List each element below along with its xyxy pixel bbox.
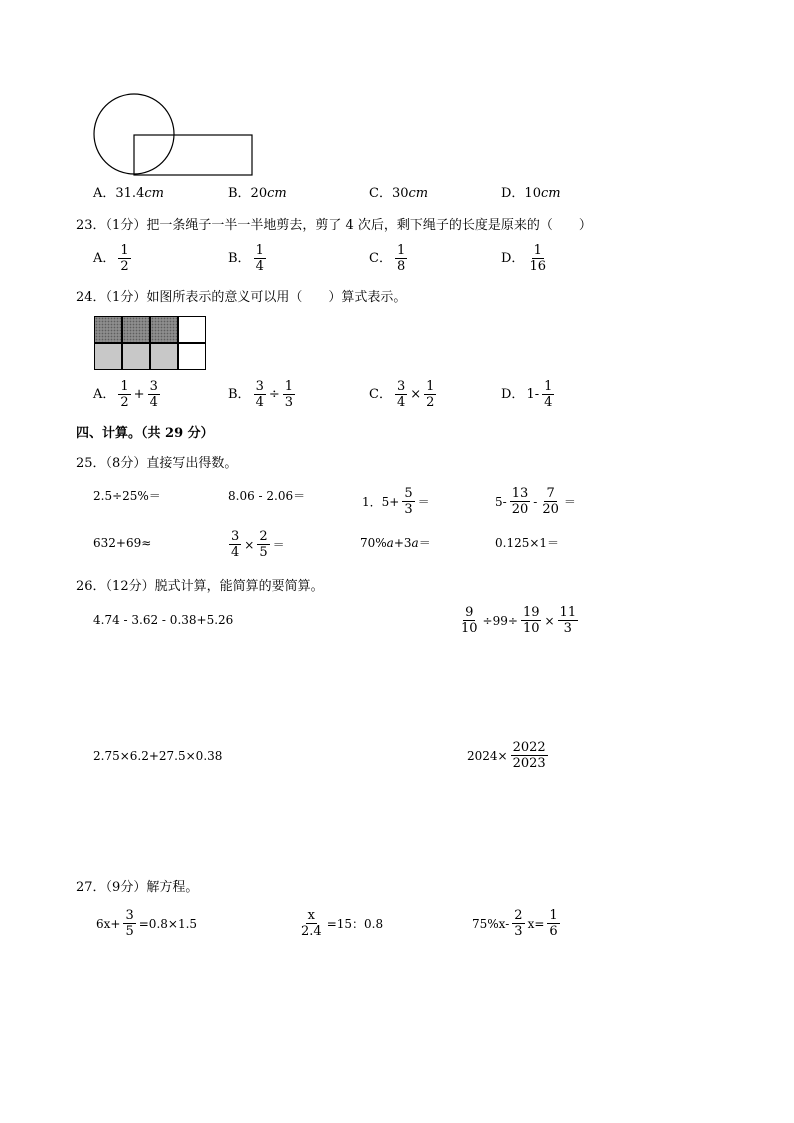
numerator: 3 [231, 529, 240, 544]
q22-option-c[interactable] [369, 187, 428, 200]
suffix: =15：0.8 [326, 916, 384, 931]
circle-rectangle-figure [90, 92, 260, 178]
prefix: 5- [495, 494, 507, 509]
q23-option-d[interactable] [501, 244, 549, 273]
operator: ÷ [268, 387, 280, 402]
denominator: 20 [542, 502, 559, 517]
fraction [257, 530, 269, 559]
denominator: 2 [120, 395, 129, 410]
prefix: 75%x- [472, 916, 510, 931]
numerator: 11 [559, 605, 577, 620]
operator: ÷99÷ [482, 613, 518, 628]
q25-item-8: 0.125×1＝ [495, 536, 560, 550]
q24-option-d[interactable] [501, 380, 555, 409]
q22-option-c-text: C．30 [369, 186, 409, 201]
q22-option-d[interactable] [501, 187, 561, 200]
denominator: 3 [563, 621, 572, 636]
fraction [254, 244, 266, 273]
denominator: 3 [514, 924, 523, 939]
denominator: 2023 [512, 756, 546, 771]
fraction [254, 380, 266, 409]
q26-expr-1: 4.74 - 3.62 - 0.38+5.26 [93, 613, 234, 627]
operator: x= [527, 916, 545, 931]
q27-equation-3 [472, 909, 561, 938]
denominator: 4 [255, 395, 264, 410]
numerator: 1 [255, 243, 264, 258]
q22-option-a-text: A．31.4 [93, 186, 145, 201]
fraction [402, 487, 414, 516]
operator: × [244, 537, 255, 552]
equals: ＝ [563, 494, 576, 509]
q25-item-7 [360, 537, 431, 549]
fraction [395, 380, 407, 409]
q24-stem: 24．（1分）如图所表示的意义可以用（ ）算式表示。 [76, 290, 407, 305]
fraction [558, 606, 579, 635]
q23-option-b[interactable] [228, 244, 267, 273]
prefix: 6x+ [96, 916, 121, 931]
numerator: 3 [149, 379, 158, 394]
fraction [229, 530, 241, 559]
denominator: 5 [259, 545, 268, 560]
denominator: 4 [396, 395, 406, 410]
fraction [123, 909, 135, 938]
grid-cell-shaded-dark [150, 316, 178, 343]
denominator: 2 [120, 259, 129, 274]
equals: ＝ [417, 494, 430, 509]
grid-cell-shaded-light [150, 343, 178, 370]
q24-option-c[interactable] [369, 380, 437, 409]
q25-item-4 [495, 487, 576, 516]
grid-cell-shaded-light [94, 343, 122, 370]
denominator: 10 [461, 621, 478, 636]
grid-cell-empty [178, 316, 206, 343]
fraction [510, 487, 531, 516]
q27-stem: 27．（9分）解方程。 [76, 880, 199, 895]
denominator: 8 [396, 259, 406, 274]
numerator: 1 [120, 379, 129, 394]
option-letter: B． [228, 387, 251, 402]
variable: a [411, 536, 419, 550]
q22-option-d-text: D．10 [501, 186, 541, 201]
q26-expr-3: 2.75×6.2+27.5×0.38 [93, 749, 223, 763]
unit: cm [267, 186, 287, 201]
option-letter: A． [93, 387, 116, 402]
numerator: 9 [465, 605, 474, 620]
q25-item-1: 2.5÷25%＝ [93, 489, 161, 503]
denominator: 3 [284, 395, 294, 410]
grid-cell-shaded-dark [122, 316, 150, 343]
grid-cell-empty [178, 343, 206, 370]
operator: +3 [393, 536, 412, 550]
numerator: 3 [396, 379, 406, 394]
numerator: 2 [259, 529, 268, 544]
numerator: 2 [514, 908, 523, 923]
prefix: 1- [526, 387, 540, 402]
denominator: 5 [125, 924, 134, 939]
fraction [521, 606, 542, 635]
q24-grid-figure [94, 316, 208, 372]
q22-option-b[interactable] [228, 187, 287, 200]
numerator: 1 [426, 379, 435, 394]
fraction [527, 244, 548, 273]
q25-item-6 [228, 530, 285, 559]
option-letter: D． [501, 251, 525, 266]
fraction [283, 380, 295, 409]
unit: cm [408, 186, 429, 201]
q22-option-b-text: B．20 [228, 186, 268, 201]
denominator: 4 [544, 395, 553, 410]
fraction [459, 606, 480, 635]
denominator: 6 [549, 924, 558, 939]
fraction [540, 487, 561, 516]
denominator: 4 [149, 395, 158, 410]
q22-option-a[interactable] [93, 187, 164, 200]
suffix: =0.8×1.5 [138, 916, 198, 931]
fraction [118, 244, 130, 273]
option-letter: C． [369, 251, 392, 266]
section-heading: 四、计算。（共 29 分） [76, 426, 214, 441]
fraction [148, 380, 160, 409]
fraction [511, 741, 548, 770]
denominator: 3 [404, 502, 413, 517]
q25-item-3 [362, 487, 430, 516]
option-letter: C． [369, 387, 392, 402]
q24-option-a[interactable] [93, 380, 161, 409]
denominator: 10 [522, 621, 540, 636]
denominator: 2.4 [301, 924, 322, 939]
figure-rectangle [134, 135, 252, 175]
fraction [547, 909, 559, 938]
denominator: 2 [426, 395, 435, 410]
prefix: 1．5+ [362, 494, 400, 509]
numerator: x [307, 908, 316, 923]
fraction [395, 244, 407, 273]
grid-cell-shaded-dark [94, 316, 122, 343]
q26-expr-4 [467, 741, 549, 770]
option-letter: A． [93, 251, 116, 266]
q26-stem: 26．（12分）脱式计算，能简算的要简算。 [76, 579, 324, 594]
numerator: 2022 [512, 740, 546, 755]
fraction [424, 380, 436, 409]
option-letter: D． [501, 387, 525, 402]
denominator: 4 [255, 259, 264, 274]
q23-stem: 23．（1分）把一条绳子一半一半地剪去，剪了 4 次后，剩下绳子的长度是原来的（ ） [76, 218, 592, 233]
fraction [118, 380, 130, 409]
numerator: 1 [533, 243, 542, 258]
prefix: 2024× [467, 748, 508, 763]
numerator: 1 [549, 908, 558, 923]
q25-item-2: 8.06 - 2.06＝ [228, 489, 306, 503]
numerator: 5 [404, 486, 413, 501]
equals: ＝ [418, 536, 431, 550]
q23-option-a[interactable] [93, 244, 132, 273]
variable: a [386, 536, 394, 550]
q25-item-5: 632+69≈ [93, 536, 152, 550]
fraction [542, 380, 554, 409]
fraction [299, 909, 324, 938]
equals: ＝ [272, 537, 285, 552]
unit: cm [540, 186, 561, 201]
denominator: 16 [529, 259, 546, 274]
numerator: 13 [511, 486, 529, 501]
numerator: 1 [120, 243, 129, 258]
q27-equation-1 [96, 909, 197, 938]
numerator: 1 [284, 379, 294, 394]
numerator: 1 [396, 243, 406, 258]
option-letter: B． [228, 251, 251, 266]
operator: × [544, 613, 555, 628]
q26-expr-2 [458, 606, 579, 635]
grid-cell-shaded-light [122, 343, 150, 370]
q24-option-b[interactable] [228, 380, 296, 409]
fraction [512, 909, 524, 938]
operator: + [133, 387, 145, 402]
numerator: 1 [544, 379, 553, 394]
numerator: 3 [125, 908, 134, 923]
unit: cm [144, 186, 164, 201]
q23-option-c[interactable] [369, 244, 408, 273]
numerator: 7 [546, 486, 555, 501]
operator: × [410, 387, 422, 402]
prefix: 70% [360, 536, 387, 550]
denominator: 4 [231, 545, 240, 560]
numerator: 19 [522, 605, 540, 620]
q25-stem: 25．（8分）直接写出得数。 [76, 456, 238, 471]
q27-equation-2 [298, 909, 383, 938]
numerator: 3 [255, 379, 264, 394]
operator: - [533, 494, 538, 509]
denominator: 20 [511, 502, 529, 517]
